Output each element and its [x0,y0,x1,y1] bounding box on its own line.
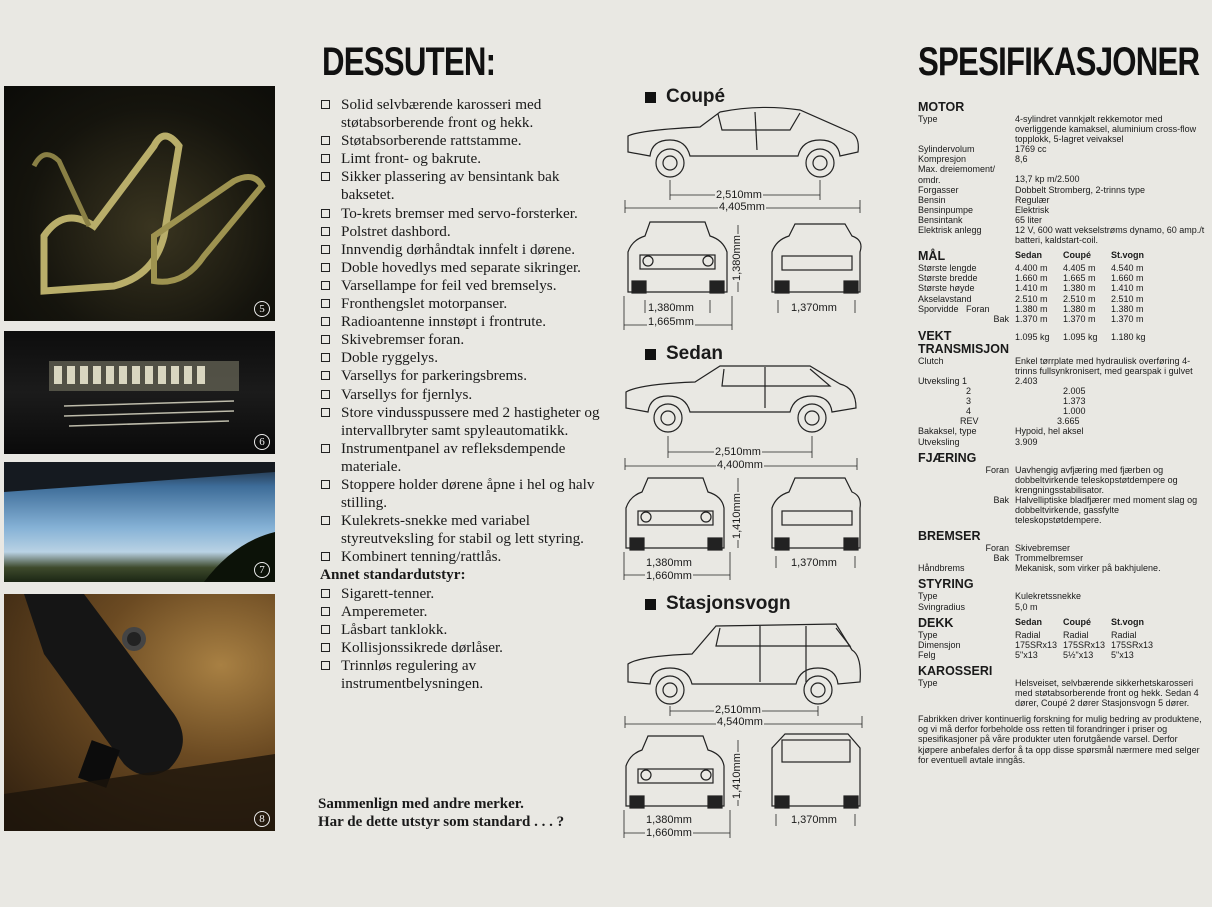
list-item: Doble ryggelys. [320,349,610,367]
coupe-rear-view [772,224,861,293]
list-item: Kulekrets-snekke med variabel styreutveksling for stabil og lett styring. [320,512,610,548]
spec-row: Sporvidde Foran 1.380 m 1.380 m 1.380 m [918,303,1144,314]
section-title-motor: MOTOR [918,100,965,114]
sedan-rear-view [772,478,860,550]
spec-row: Utveksling 1 2.403 [918,375,1038,386]
model-title-sedan: Sedan [645,343,723,365]
list-item: Varsellys for fjernlys. [320,386,610,404]
sedan-front-view [626,478,724,550]
spec-row: Svingradius 5,0 m [918,601,1038,612]
spec-row: Akselavstand 2.510 m 2.510 m 2.510 m [918,293,1144,304]
list-item: Stoppere holder dørene åpne i hel og halv stilling. [320,476,610,512]
dim-label-wheelbase: 2,510mm [716,189,762,201]
spec-row: Største høyde 1.410 m 1.380 m 1.410 m [918,283,1144,294]
dim-label-track-front: 1,380mm [646,814,692,826]
list-item: Amperemeter. [320,603,610,621]
list-item: Store vindusspussere med 2 hastigheter og intervallbryter samt spyleautomatikk. [320,404,610,440]
spec-row: Håndbrems Mekanisk, som virker på bakhjulene. [918,563,1161,574]
list-item: Radioantenne innstøpt i frontrute. [320,313,610,331]
spec-row: Bak 1.370 m 1.370 m 1.370 m [993,313,1144,324]
dim-label-length: 4,540mm [717,716,763,728]
dekk-header-row: DEKK Sedan Coupé St.vogn [918,615,1144,630]
spec-row: Bak Halvelliptiske bladfjærer med moment slag og dobbeltvirkende, gassfylte teleskopstøtdempere. [993,494,1198,526]
compare-text: Sammenlign med andre merker. Har de dette utstyr som standard . . . ? [318,796,565,830]
list-item: To-krets bremser med servo-forsterker. [320,205,610,223]
stasjonsvogn-front-view [626,736,724,808]
list-item: Limt front- og bakrute. [320,150,610,168]
list-item: Solid selvbærende karosseri med støtabsorberende front og hekk. [320,96,610,132]
section-title-bremser: BREMSER [918,529,981,544]
spec-row: Type Kulekretssnekke [918,591,1082,602]
spec-row: Clutch Enkel tørrplate med hydraulisk overføring 4-trinns fullsynkronisert, med gearspak i gulvet [918,355,1193,376]
list-item: Innvendig dørhåndtak innfelt i dørene. [320,241,610,259]
dim-label-width: 1,660mm [646,827,692,839]
dim-label-wheelbase: 2,510mm [715,704,761,716]
photo-number: 7 [254,562,270,578]
dim-label-height: 1,410mm [731,493,743,539]
list-item: Kollisjonssikrede dørlåser. [320,639,610,657]
dim-label-width: 1,665mm [648,316,694,328]
model-title-stasjonsvogn: Stasjonsvogn [645,593,791,615]
spec-row: Største lengde 4.400 m 4.405 m 4.540 m [918,263,1144,274]
maal-header-row: MÅL Sedan Coupé St.vogn [918,249,1144,264]
spec-row: REV 3.665 [960,416,1080,427]
spec-row: Sylindervolum 1769 cc [918,144,1047,155]
coupe-front-view [628,222,727,293]
photo-number: 5 [254,301,270,317]
list-item: Sikker plassering av bensintank bak baksetet. [320,168,610,204]
section-title-vekt: VEKT [918,328,952,343]
stasjonsvogn-rear-view [772,734,860,808]
dim-label-track-rear: 1,370mm [791,557,837,569]
vekt-row: VEKT 1.095 kg 1.095 kg 1.180 kg [918,328,1146,343]
dim-label-length: 4,405mm [719,201,765,213]
dim-label-width: 1,660mm [646,570,692,582]
dessuten-heading: DESSUTEN: [322,40,496,84]
dim-label-height: 1,380mm [731,235,743,281]
section-title-maal: MÅL [918,249,946,264]
spec-row: Bensin Regulær [918,194,1050,205]
list-item: Sigarett-tenner. [320,585,610,603]
dim-label-track-rear: 1,370mm [791,814,837,826]
disclaimer-text: Fabrikken driver kontinuerlig forskning for mulig bedring av produktene, og vi må derfor forbeholde oss retten til forandringer i priser og spesifikasjoner på våre produkter uten forutgående varsel. Derfor kjøpere anbefales derfor å ta opp disse spørsmål nærmere med selger for eventuell avtale inngås. [918,714,1202,765]
section-title-karosseri: KAROSSERI [918,663,993,678]
section-title-dekk: DEKK [918,615,954,630]
spec-row: Kompresjon 8,6 [918,154,1028,165]
section-title-styring: STYRING [918,577,974,592]
list-item: Låsbart tanklokk. [320,621,610,639]
spec-row: Type 4-sylindret vannkjølt rekkemotor med overliggende kamaksel, aluminium cross-flow topplokk, 5-lagret veivaksel [918,114,1197,145]
spec-row: Type Helsveiset, selvbærende sikkerhetskarosseri med støtabsorberende front og hekk. Sedan 4 dører, Coupé 2 dører Stasjonsvogn 5 dører. [918,677,1199,709]
list-item: Støtabsorberende rattstamme. [320,132,610,150]
list-item: Kombinert tenning/rattlås. [320,548,610,566]
dim-label-length: 4,400mm [717,459,763,471]
sedan-side-view [626,366,856,432]
model-title-coupe: Coupé [645,86,725,108]
spec-row: Type Radial Radial Radial [918,629,1137,640]
spec-row: Felg 5"x13 5½"x13 5"x13 [918,649,1134,660]
spec-row: Foran Skivebremser [985,543,1071,554]
standard-heading: Annet standardutstyr: [320,566,466,584]
list-item: Instrumentpanel av refleksdempende materiale. [320,440,610,476]
section-title-transmisjon: TRANSMISJON [918,341,1009,356]
photo-number: 6 [254,434,270,450]
list-item: Skivebremser foran. [320,331,610,349]
list-item: Varsellys for parkeringsbrems. [320,367,610,385]
spec-row: Foran Uavhengig avfjæring med fjærben og dobbeltvirkende teleskopstøtdempere og krengningsstabilisator. [985,464,1178,495]
spec-row: 4 1.000 [966,406,1086,417]
spec-row: 2 2.005 [966,386,1086,397]
coupe-side-view [628,107,858,177]
spec-row: Bensinpumpe Elektrisk [918,204,1050,215]
spec-row: Største bredde 1.660 m 1.665 m 1.660 m [918,273,1144,284]
stasjonsvogn-side-view [628,624,860,704]
photo-number: 8 [254,811,270,827]
list-item: Polstret dashbord. [320,223,610,241]
spec-row: Bak Trommelbremser [993,553,1084,564]
dim-label-wheelbase: 2,510mm [715,446,761,458]
list-item: Varsellampe for feil ved bremselys. [320,277,610,295]
dim-label-height: 1,410mm [731,753,743,799]
spec-row: Bakaksel, type Hypoid, hel aksel [918,426,1084,437]
spec-row: Utveksling 3.909 [918,436,1038,447]
spesifikasjoner-heading: SPESIFIKASJONER [918,40,1200,84]
spec-row: 3 1.373 [966,396,1086,407]
section-title-fjaering: FJÆRING [918,450,977,465]
spec-row: Bensintank 65 liter [918,214,1043,225]
spec-column [918,96,1208,765]
list-item: Fronthengslet motorpanser. [320,295,610,313]
spec-row: Elektrisk anlegg 12 V, 600 watt vekselstrøms dynamo, 60 amp./t batteri, kaldstart-coil. [918,225,1205,246]
dim-label-track-rear: 1,370mm [791,302,837,314]
spec-row: Dimensjon 175SRx13 175SRx13 175SRx13 [918,639,1154,650]
dim-label-track-front: 1,380mm [648,302,694,314]
list-item: Doble hovedlys med separate sikringer. [320,259,610,277]
dim-label-track-front: 1,380mm [646,557,692,569]
spec-row: Max. dreiemoment/ omdr. 13,7 kp m/2.500 [918,164,1080,185]
list-item: Trinnløs regulering av instrumentbelysningen. [320,657,610,693]
spec-row: Forgasser Dobbelt Stromberg, 2-trinns type [918,184,1146,195]
